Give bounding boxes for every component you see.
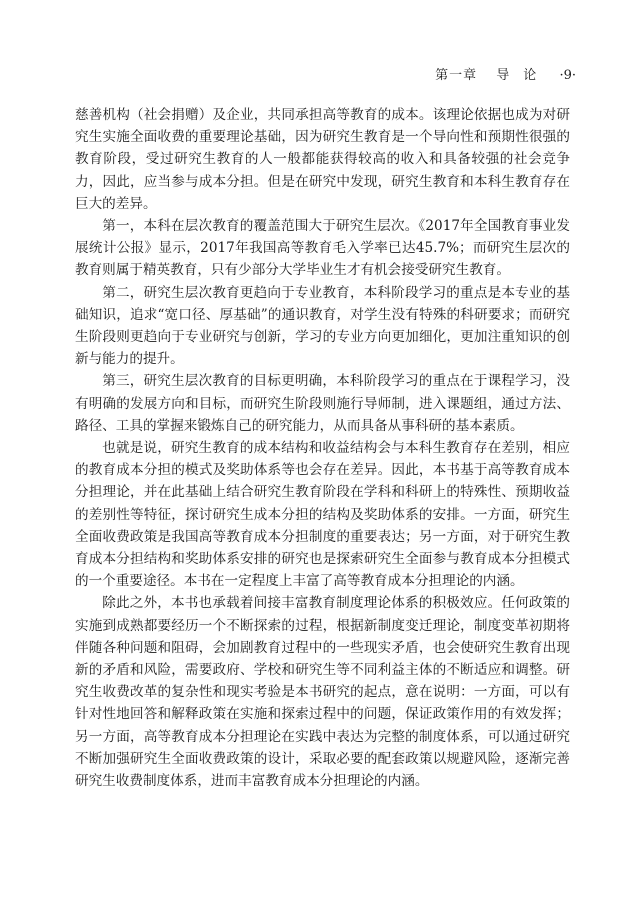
paragraph: 第三，研究生层次教育的目标更明确，本科阶段学习的重点在于课程学习，没有明确的发展方向和目标，而研究生阶段则施行导师制，进入课题组，通过方法、路径、工具的掌握来锻炼自己的研究能力，从而具备从事科研的基本素质。: [75, 373, 570, 434]
paragraph: 第二，研究生层次教育更趋向于专业教育，本科阶段学习的重点是本专业的基础知识，追求“宽口径、厚基础”的通识教育，对学生没有特殊的科研要求；而研究生阶段则更趋向于专业研究与创新，学习的专业方向更加细化，更加注重知识的创新与能力的提升。: [75, 284, 570, 368]
paragraph: 慈善机构（社会捐赠）及企业，共同承担高等教育的成本。该理论依据也成为对研究生实施全面收费的重要理论基础，因为研究生教育是一个导向性和预期性很强的教育阶段，受过研究生教育的人一般都能获得较高的收入和具备较强的社会竞争力，因此，应当参与成本分担。但是在研究中发现，研究生教育和本科生教育存在巨大的差异。: [75, 107, 570, 212]
page-number: ·9·: [559, 68, 576, 83]
running-head: [435, 64, 576, 83]
paragraph: 第一，本科在层次教育的覆盖范围大于研究生层次。《2017年全国教育事业发展统计公报》显示，2017年我国高等教育毛入学率已达45.7%；而研究生层次的教育则属于精英教育，只有少部分大学毕业生才有机会接受研究生教育。: [75, 218, 570, 279]
paragraph: 除此之外，本书也承载着间接丰富教育制度理论体系的积极效应。任何政策的实施到成熟都要经历一个不断探索的过程，根据新制度变迁理论，制度变革初期将伴随各种问题和阻碍，会加剧教育过程中的一些现实矛盾，也会使研究生教育出现新的矛盾和风险，需要政府、学校和研究生等不同利益主体的不断适应和调整。研究生收费改革的复杂性和现实考验是本书研究的起点，意在说明：一方面，可以有针对性地回答和解释政策在实施和探索过程中的问题，保证政策作用的有效发挥；另一方面，高等教育成本分担理论在实践中表达为完整的制度体系，可以通过研究不断加强研究生全面收费政策的设计，采取必要的配套政策以规避风险，逐渐完善研究生收费制度体系，进而丰富教育成本分担理论的内涵。: [75, 595, 570, 790]
paragraph: 也就是说，研究生教育的成本结构和收益结构会与本科生教育存在差别，相应的教育成本分担的模式及奖助体系等也会存在差异。因此，本书基于高等教育成本分担理论，并在此基础上结合研究生教育阶段在学科和科研上的特殊性、预期收益的差别性等特征，探讨研究生成本分担的结构及奖助体系的安排。一方面，研究生全面收费政策是我国高等教育成本分担制度的重要表达；另一方面，对于研究生教育成本分担结构和奖助体系安排的研究也是探索研究生全面参与教育成本分担模式的一个重要途径。本书在一定程度上丰富了高等教育成本分担理论的内涵。: [75, 440, 570, 590]
chapter-label: 第一章: [435, 68, 478, 83]
chapter-title: 导论: [496, 68, 551, 83]
body-text: [75, 104, 570, 792]
